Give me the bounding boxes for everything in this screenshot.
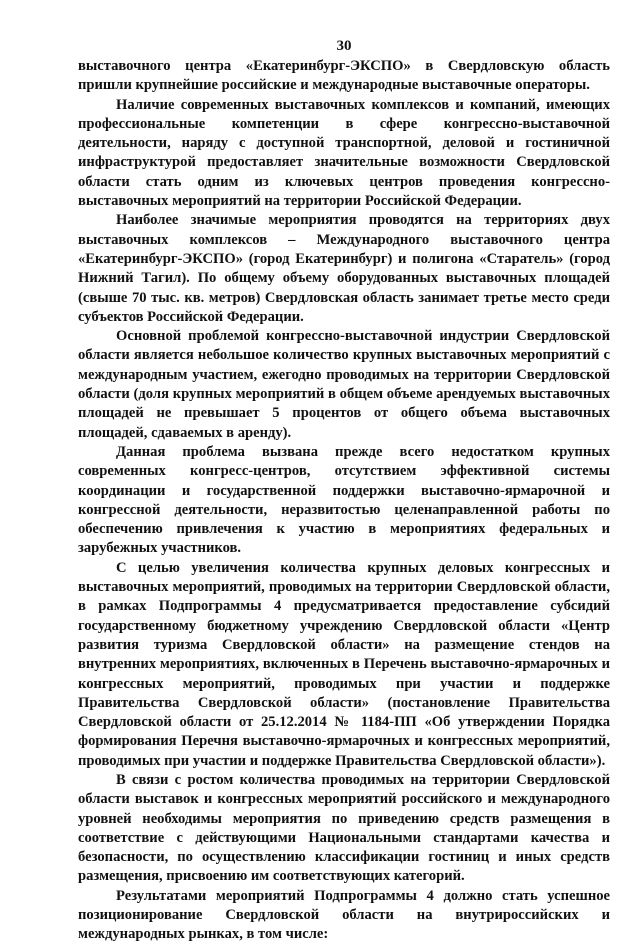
paragraph: С целью увеличения количества крупных деловых конгрессных и выставочных мероприятий, проводимых на территории Свердловской области, в рамках Подпрограммы 4 предусматривается предоставление субсидий государственному бюджетному учреждению Свердловской области «Центр развития туризма Свердловской области» на размещение стендов на внутренних мероприятиях, включенных в Перечень выставочно-ярмарочных и конгрессных мероприятий, проводимых при участии и поддержке Правительства Свердловской области» (постановление Правительства Свердловской области от 25.12.2014 № 1184-ПП «Об утверждении Порядка формирования Перечня выставочно-ярмарочных и конгрессных мероприятий, проводимых при участии и поддержке Правительства Свердловской области»). [78, 559, 610, 769]
paragraph: Данная проблема вызвана прежде всего недостатком крупных современных конгресс-центров, отсутствием эффективной системы координации и государственной поддержки выставочно-ярмарочной и конгрессной деятельности, неразвитостью целенаправленной работы по обеспечению привлечения к участию в мероприятиях федеральных и зарубежных участников. [78, 443, 610, 557]
paragraph: выставочного центра «Екатеринбург-ЭКСПО» в Свердловскую область пришли крупнейшие российские и международные выставочные операторы. [78, 58, 610, 94]
paragraph: Результатами мероприятий Подпрограммы 4 должно стать успешное позиционирование Свердловской области на внутрироссийских и международных рынках, в том числе: [78, 887, 610, 943]
paragraph: Наиболее значимые мероприятия проводятся на территориях двух выставочных комплексов – Международного выставочного центра «Екатеринбург-ЭКСПО» (город Екатеринбург) и полигона «Старатель» (город Нижний Тагил). По общему объему оборудованных выставочных площадей (свыше 70 тыс. кв. метров) Свердловская область занимает третье место среди субъектов Российской Федерации. [78, 212, 610, 325]
paragraph: В связи с ростом количества проводимых на территории Свердловской области выставок и конгрессных мероприятий российского и международного уровней необходимы мероприятия по приведению средств размещения в соответствие с действующими Национальными стандартами качества и безопасности, по осуществлению классификации гостиниц и иных средств размещения, присвоению им соответствующих категорий. [78, 771, 610, 885]
page-number: 30 [336, 38, 352, 54]
paragraph: Основной проблемой конгрессно-выставочной индустрии Свердловской области является небольшое количество крупных выставочных мероприятий с международным участием, ежегодно проводимых на территории Свердловской области (доля крупных мероприятий в общем объеме арендуемых выставочных площадей не превышает 5 процентов от общего объема выставочных площадей, сдаваемых в аренду). [78, 328, 610, 441]
paragraph: Наличие современных выставочных комплексов и компаний, имеющих профессиональные компетенции в сфере конгрессно-выставочной деятельности, наряду с доступной транспортной, деловой и гостиничной инфраструктурой предоставляет значительные возможности Свердловской области стать одним из ключевых центров проведения конгрессно-выставочных мероприятий на территории Российской Федерации. [78, 96, 610, 210]
body-text [78, 57, 610, 945]
